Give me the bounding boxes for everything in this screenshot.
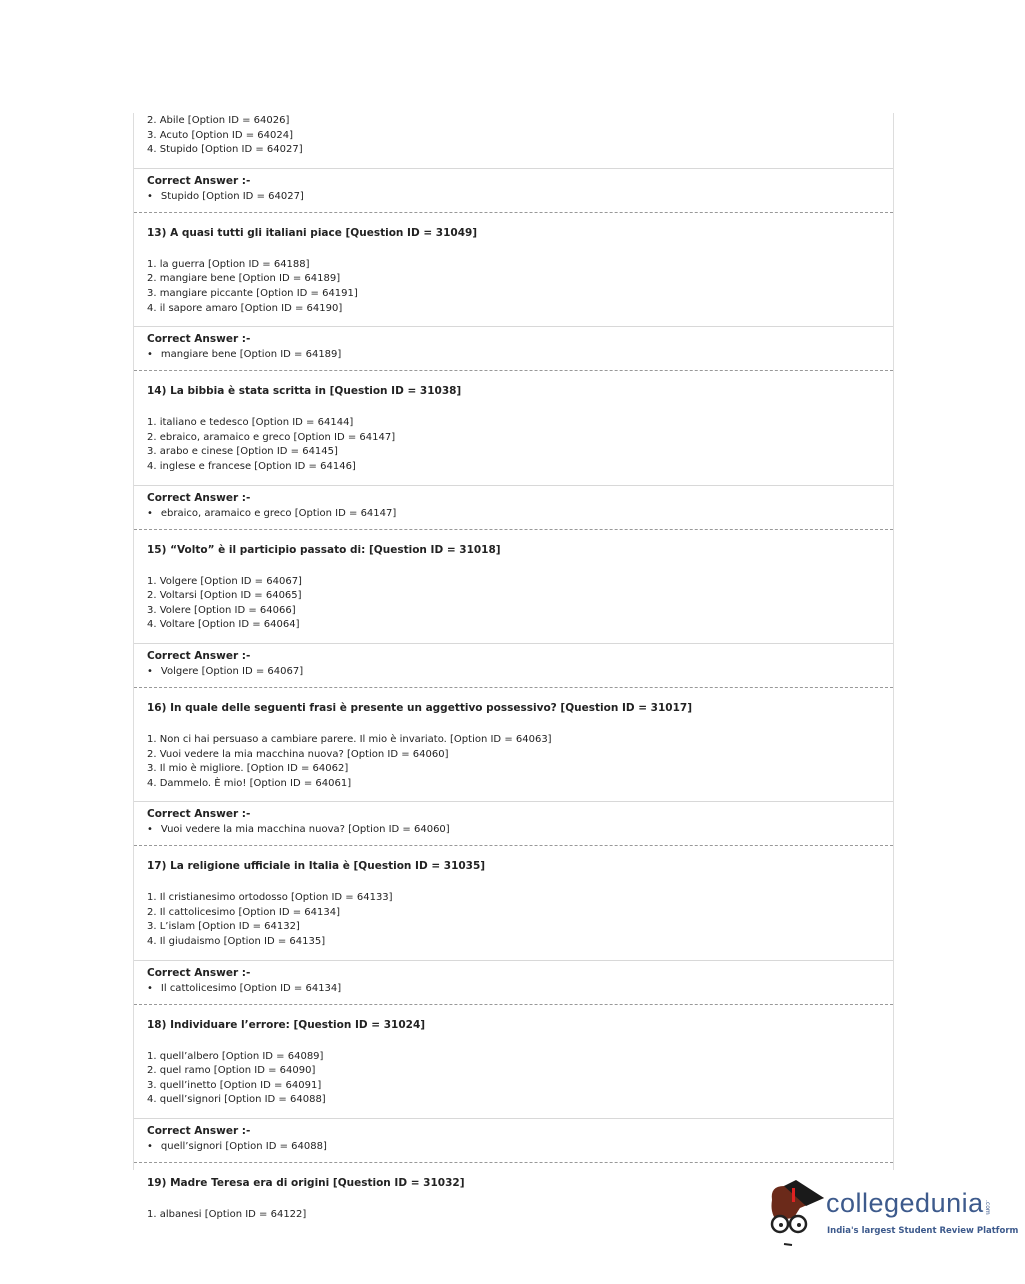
option-list [147, 258, 893, 326]
option: 2. quel ramo [Option ID = 64090] [147, 1065, 316, 1077]
option: 3. arabo e cinese [Option ID = 64145] [147, 446, 338, 458]
option: 3. quell’inetto [Option ID = 64091] [147, 1079, 322, 1091]
option: 2. Abile [Option ID = 64026] [147, 115, 290, 126]
question-title: 13) A quasi tutti gli italiani piace [Question ID = 31049] [147, 226, 478, 239]
option-list [147, 113, 893, 168]
option: 3. Acuto [Option ID = 64024] [147, 129, 293, 141]
correct-answer-label: Correct Answer :- [147, 1125, 251, 1138]
correct-answer-block [134, 327, 893, 370]
correct-answer-block [134, 1119, 893, 1162]
correct-answer-block [134, 169, 893, 212]
option: 3. Volere [Option ID = 64066] [147, 604, 296, 616]
option: 3. mangiare piccante [Option ID = 64191] [147, 287, 358, 299]
correct-answer-value: • quell’signori [Option ID = 64088] [147, 1138, 893, 1155]
option: 3. Il mio è migliore. [Option ID = 64062] [147, 763, 349, 775]
option: 2. Il cattolicesimo [Option ID = 64134] [147, 906, 340, 918]
correct-answer-label: Correct Answer :- [147, 966, 251, 979]
question-block [134, 846, 893, 959]
option-list [147, 416, 893, 484]
option: 1. Volgere [Option ID = 64067] [147, 575, 302, 587]
option: 4. inglese e francese [Option ID = 64146] [147, 460, 356, 472]
option: 1. albanesi [Option ID = 64122] [147, 1209, 307, 1221]
option: 1. italiano e tedesco [Option ID = 64144] [147, 417, 354, 429]
question-block [134, 1005, 893, 1118]
option: 2. Vuoi vedere la mia macchina nuova? [Option ID = 64060] [147, 748, 449, 760]
question-title: 19) Madre Teresa era di origini [Question ID = 31032] [147, 1177, 465, 1190]
option-list [147, 733, 893, 801]
correct-answer-block [134, 644, 893, 687]
answer-key-document [133, 113, 894, 1221]
question-title: 14) La bibbia è stata scritta in [Question ID = 31038] [147, 385, 462, 398]
question-title: 17) La religione ufficiale in Italia è [Question ID = 31035] [147, 860, 486, 873]
correct-answer-value: • Stupido [Option ID = 64027] [147, 188, 893, 205]
correct-answer-value: • ebraico, aramaico e greco [Option ID = 64147] [147, 505, 893, 522]
correct-answer-label: Correct Answer :- [147, 491, 251, 504]
question-title: 16) In quale delle seguenti frasi è presente un aggettivo possessivo? [Question ID = 31017] [147, 701, 693, 714]
option: 4. Il giudaismo [Option ID = 64135] [147, 936, 326, 948]
correct-answer-label: Correct Answer :- [147, 333, 251, 346]
option: 4. quell’signori [Option ID = 64088] [147, 1094, 326, 1106]
partial-question-block [134, 113, 893, 168]
logo-brand: collegedunia [826, 1188, 984, 1218]
correct-answer-block [134, 802, 893, 845]
option: 4. Voltare [Option ID = 64064] [147, 619, 300, 631]
question-title: 18) Individuare l’errore: [Question ID = 31024] [147, 1018, 426, 1031]
correct-answer-block [134, 961, 893, 1004]
correct-answer-block [134, 486, 893, 529]
option: 4. il sapore amaro [Option ID = 64190] [147, 302, 343, 314]
option: 1. Non ci hai persuaso a cambiare parere. Il mio è invariato. [Option ID = 64063] [147, 733, 552, 745]
correct-answer-value: • Vuoi vedere la mia macchina nuova? [Option ID = 64060] [147, 821, 893, 838]
option-list [147, 1050, 893, 1118]
question-block [134, 688, 893, 801]
option: 4. Stupido [Option ID = 64027] [147, 144, 303, 156]
option: 1. la guerra [Option ID = 64188] [147, 258, 310, 270]
option: 1. Il cristianesimo ortodosso [Option ID = 64133] [147, 892, 393, 904]
question-block [134, 530, 893, 643]
logo-suffix: .com [984, 1200, 991, 1215]
mascot-icon [766, 1178, 826, 1248]
correct-answer-label: Correct Answer :- [147, 649, 251, 662]
question-title: 15) “Volto” è il participio passato di: [Question ID = 31018] [147, 543, 501, 556]
logo-tagline: India's largest Student Review Platform [827, 1226, 1019, 1236]
option-list [147, 891, 893, 959]
option: 2. ebraico, aramaico e greco [Option ID = 64147] [147, 431, 396, 443]
option: 3. L’islam [Option ID = 64132] [147, 921, 300, 933]
option: 1. quell’albero [Option ID = 64089] [147, 1050, 324, 1062]
option: 2. Voltarsi [Option ID = 64065] [147, 590, 302, 602]
option: 4. Dammelo. È mio! [Option ID = 64061] [147, 777, 352, 789]
collegedunia-logo [766, 1178, 1019, 1248]
correct-answer-label: Correct Answer :- [147, 808, 251, 821]
correct-answer-value: • Volgere [Option ID = 64067] [147, 663, 893, 680]
correct-answer-value: • mangiare bene [Option ID = 64189] [147, 346, 893, 363]
option-list [147, 575, 893, 643]
question-block [134, 213, 893, 326]
correct-answer-label: Correct Answer :- [147, 174, 251, 187]
question-block [134, 371, 893, 484]
correct-answer-value: • Il cattolicesimo [Option ID = 64134] [147, 980, 893, 997]
option: 2. mangiare bene [Option ID = 64189] [147, 273, 341, 285]
